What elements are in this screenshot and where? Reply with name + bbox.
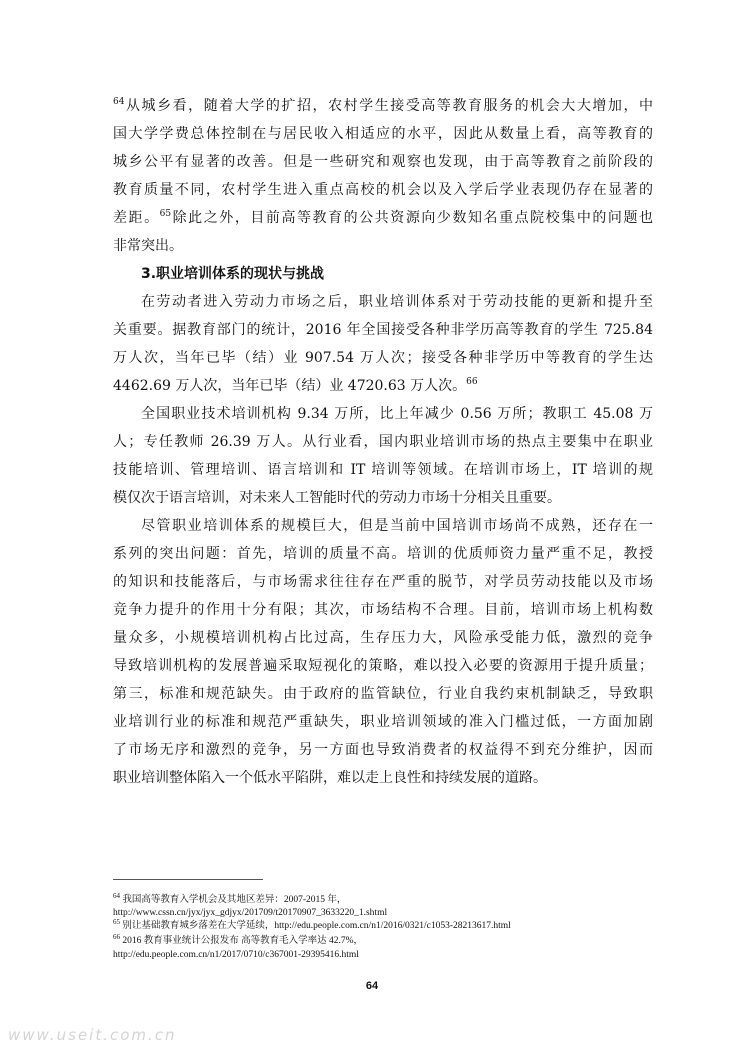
paragraph-3-line-4: 模仅次于语言培训，对未来人工智能时代的劳动力市场十分相关且重要。 xyxy=(113,490,561,506)
page-number: 64 xyxy=(365,980,379,992)
paragraph-1-line-5: 差距。$^{65}$除此之外，目前高等教育的公共资源向少数知名重点院校集中的问题也 xyxy=(113,209,653,226)
footnote-ref-65[interactable]: 65 xyxy=(159,209,172,219)
paragraph-4-line-3: 的知识和技能落后，与市场需求往往存在严重的脱节，对学员劳动技能以及市场 xyxy=(113,574,653,590)
paragraph-4-line-4: 竞争力提升的作用十分有限；其次，市场结构不合理。目前，培训市场上机构数 xyxy=(113,602,653,618)
paragraph-2-line-2: 关重要。据教育部门的统计，2016 年全国接受各种非学历高等教育的学生 725.84 xyxy=(113,322,653,338)
paragraph-4-line-1: 尽管职业培训体系的规模巨大，但是当前中国培训市场尚不成熟，还存在一 xyxy=(141,518,653,534)
watermark: www.useit.com.cn xyxy=(8,1026,177,1044)
footnote-ref-64[interactable]: 64 xyxy=(113,97,125,107)
paragraph-4-line-5: 量众多，小规模培训机构占比过高，生存压力大，风险承受能力低，激烈的竞争 xyxy=(113,630,653,646)
paragraph-3-line-3: 技能培训、管理培训、语言培训和 IT 培训等领域。在培训市场上，IT 培训的规 xyxy=(113,462,653,478)
paragraph-3-line-1: 全国职业技术培训机构 9.34 万所，比上年减少 0.56 万所；教职工 45.08 万 xyxy=(141,406,653,422)
footnote-64: $^{64}$ 我国高等教育入学机会及其地区差异：2007-2015 年， xyxy=(113,892,347,905)
section-heading: 3.职业培训体系的现状与挑战 xyxy=(141,266,325,282)
paragraph-1-line-6: 非常突出。 xyxy=(113,238,183,254)
paragraph-1-line-3: 城乡公平有显著的改善。但是一些研究和观察也发现，由于高等教育之前阶段的 xyxy=(113,154,653,170)
paragraph-1-line-2: 国大学学费总体控制在与居民收入相适应的水平，因此从数量上看，高等教育的 xyxy=(113,126,653,142)
paragraph-4-line-2: 系列的突出问题：首先，培训的质量不高。培训的优质师资力量严重不足，教授 xyxy=(113,546,653,562)
footnote-66-link[interactable]: http://edu.people.com.cn/n1/2017/0710/c367001-29395416.html xyxy=(113,950,359,960)
paragraph-2-line-1: 在劳动者进入劳动力市场之后，职业培训体系对于劳动技能的更新和提升至 xyxy=(141,294,653,310)
paragraph-4-line-6: 导致培训机构的发展普遍采取短视化的策略，难以投入必要的资源用于提升质量； xyxy=(113,658,653,674)
paragraph-4-line-9: 了市场无序和激烈的竞争，另一方面也导致消费者的权益得不到充分维护，因而 xyxy=(113,742,653,758)
paragraph-2-line-4: 4462.69 万人次，当年已毕（结）业 4720.63 万人次。$^{66}$ xyxy=(113,377,478,394)
footnote-separator xyxy=(113,879,263,880)
paragraph-1-line-1: $^{64}$从城乡看，随着大学的扩招，农村学生接受高等教育服务的机会大大增加，中 xyxy=(113,97,653,114)
paragraph-2-line-3: 万人次，当年已毕（结）业 907.54 万人次；接受各种非学历中等教育的学生达 xyxy=(113,350,653,366)
paragraph-4-line-8: 业培训行业的标准和规范严重缺失，职业培训领域的准入门槛过低，一方面加剧 xyxy=(113,714,653,730)
paragraph-3-line-2: 人；专任教师 26.39 万人。从行业看，国内职业培训市场的热点主要集中在职业 xyxy=(113,434,653,450)
footnote-64-link[interactable]: http://www.cssn.cn/jyx/jyx_gdjyx/201709/t20170907_3633220_1.shtml xyxy=(113,908,388,918)
footnote-66: $^{66}$ 2016 教育事业统计公报发布 高等教育毛入学率达 42.7%， xyxy=(113,933,364,946)
footnote-65: $^{65}$ 别让基础教育城乡落差在大学延续，http://edu.people.com.cn/n1/2016/0321/c1053-28213617.html xyxy=(113,918,511,931)
paragraph-4-line-7: 第三，标准和规范缺失。由于政府的监管缺位，行业自我约束机制缺乏，导致职 xyxy=(113,686,653,702)
paragraph-1-line-4: 教育质量不同，农村学生进入重点高校的机会以及入学后学业表现仍存在显著的 xyxy=(113,182,653,198)
paragraph-4-line-10: 职业培训整体陷入一个低水平陷阱，难以走上良性和持续发展的道路。 xyxy=(113,770,547,786)
footnote-ref-66[interactable]: 66 xyxy=(466,377,478,387)
